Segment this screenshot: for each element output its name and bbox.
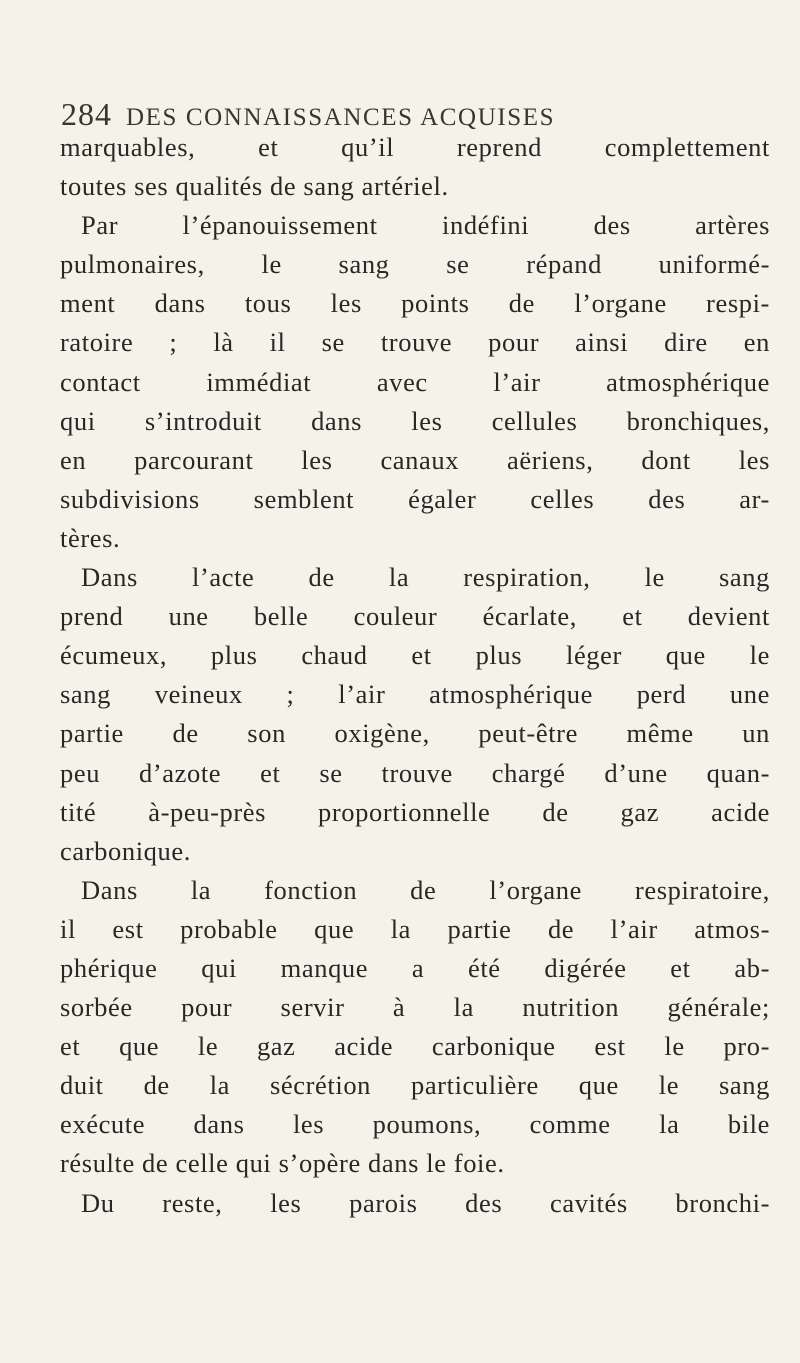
text-line: tères. bbox=[60, 522, 121, 553]
text-line: écumeux, plus chaud et plus léger que le bbox=[60, 640, 770, 671]
body-text bbox=[60, 128, 770, 1223]
text-line: prend une belle couleur écarlate, et devient bbox=[60, 601, 770, 632]
text-line: peu d’azote et se trouve chargé d’une quan- bbox=[60, 757, 770, 788]
text-line: sorbée pour servir à la nutrition générale; bbox=[60, 992, 770, 1023]
text-line: résulte de celle qui s’opère dans le foie. bbox=[60, 1148, 505, 1179]
text-line: et que le gaz acide carbonique est le pro- bbox=[60, 1031, 770, 1062]
text-line: subdivisions semblent égaler celles des ar- bbox=[60, 483, 770, 514]
text-line: ratoire ; là il se trouve pour ainsi dire en bbox=[60, 327, 770, 358]
text-line: qui s’introduit dans les cellules bronchiques, bbox=[60, 405, 770, 436]
text-line: contact immédiat avec l’air atmosphérique bbox=[60, 366, 770, 397]
text-line: carbonique. bbox=[60, 835, 191, 866]
text-line: Dans l’acte de la respiration, le sang bbox=[81, 562, 770, 593]
text-line: pulmonaires, le sang se répand uniformé- bbox=[60, 249, 770, 280]
text-line: marquables, et qu’il reprend complettement bbox=[60, 132, 770, 162]
text-line: en parcourant les canaux aëriens, dont les bbox=[60, 444, 770, 475]
text-line: Par l’épanouissement indéfini des artères bbox=[81, 210, 770, 241]
text-line: tité à-peu-près proportionnelle de gaz acide bbox=[60, 796, 770, 827]
text-line: il est probable que la partie de l’air atmos- bbox=[60, 913, 770, 944]
text-line: ment dans tous les points de l’organe respi- bbox=[60, 288, 770, 319]
text-line: exécute dans les poumons, comme la bile bbox=[60, 1109, 770, 1140]
text-line: phérique qui manque a été digérée et ab- bbox=[60, 952, 770, 983]
text-line: partie de son oxigène, peut-être même un bbox=[60, 718, 770, 749]
text-line: sang veineux ; l’air atmosphérique perd une bbox=[60, 679, 770, 710]
text-line: toutes ses qualités de sang artériel. bbox=[60, 171, 449, 202]
text-line: Dans la fonction de l’organe respiratoire, bbox=[81, 874, 770, 905]
text-line: duit de la sécrétion particulière que le sang bbox=[60, 1070, 770, 1101]
page-number: 284 bbox=[61, 96, 112, 132]
running-title: DES CONNAISSANCES ACQUISES bbox=[126, 104, 556, 131]
text-line: Du reste, les parois des cavités bronchi- bbox=[81, 1187, 770, 1218]
